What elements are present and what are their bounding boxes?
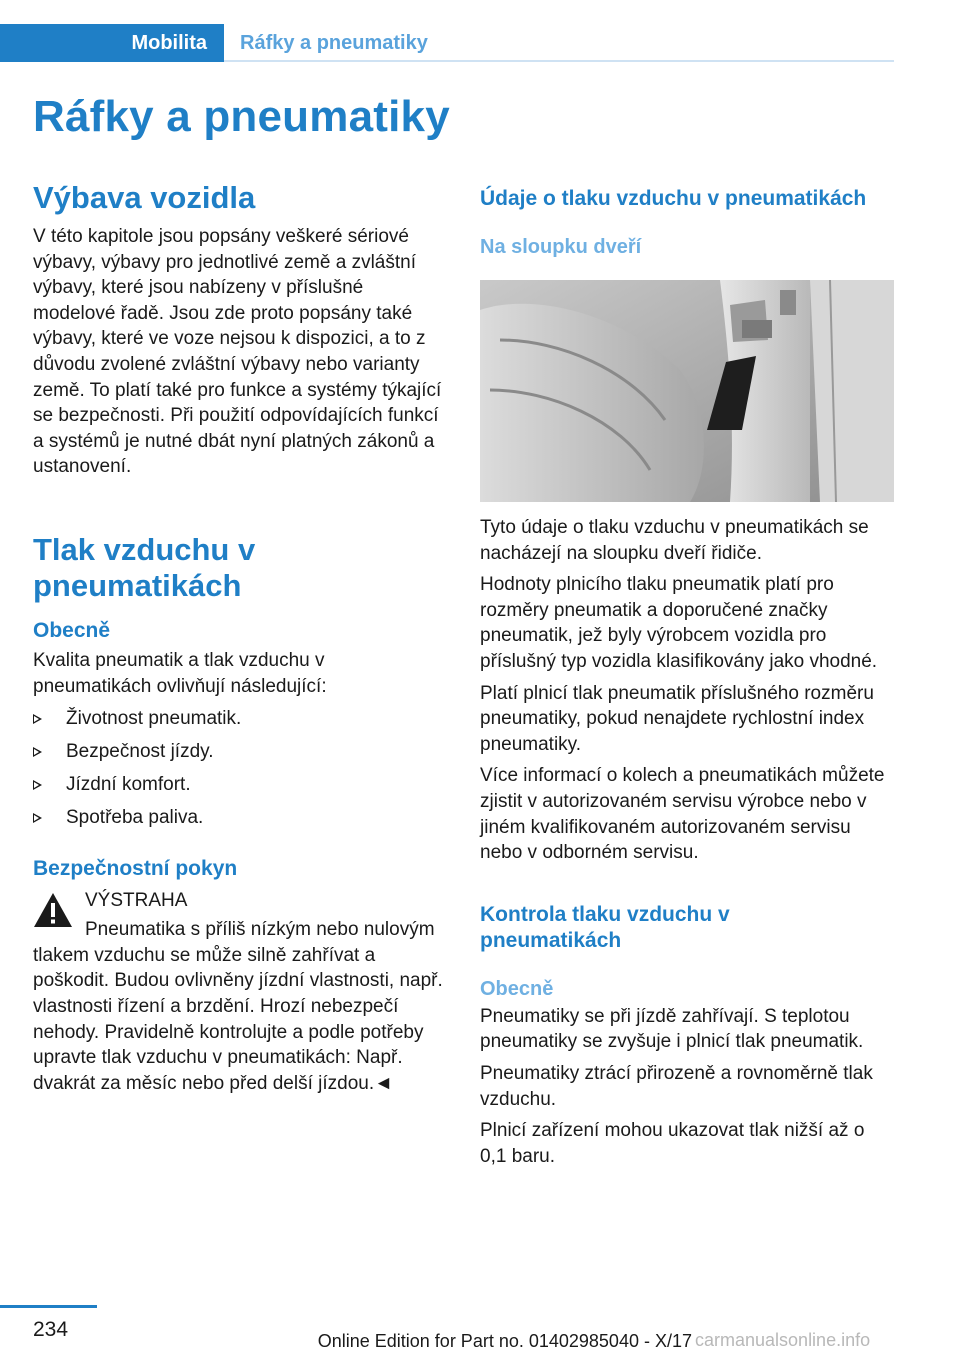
equipment-text: V této kapitole jsou popsány veškeré sériové výbavy, výbavy pro jednotlivé země a zvláštní výbavy, které jsou nabízeny v příslušné modelové řadě. Jsou zde proto popsány také výbavy, které ve voze nejsou k dispozici, a to z důvodu zvolené zvláštní výbavy nebo varianty země. To platí také pro funkce a systémy týkající se bezpečnosti. Při použití odpovídajících funkcí a systémů je nutné dbát nyní platných zákonů a ustanovení. (33, 226, 442, 478)
general-text: Kvalita pneumatik a tlak vzduchu v pneumatikách ovlivňují následující: (33, 649, 327, 697)
gauge-text: Plnicí zařízení mohou ukazovat tlak nižší až o 0,1 baru. (480, 1120, 865, 1167)
more-info-text: Více informací o kolech a pneumatikách můžete zjistit v autorizovaném servisu výrobce nebo v jiném kvalifikovaném autorizovaném servisu nebo v odborném servisu. (480, 765, 885, 864)
speed-index-text: Platí plnicí tlak pneumatik příslušného rozměru pneumatiky, pokud nenajdete rychlostní index pneumatiky. (480, 682, 874, 755)
page-title: Ráfky a pneumatiky (33, 92, 450, 141)
section-tab-rims-tyres[interactable]: Ráfky a pneumatiky (240, 31, 428, 54)
factors-list (33, 706, 447, 838)
pressure-check-heading: Kontrola tlaku vzduchu v pneumatikách (480, 902, 730, 952)
warning-text-first-line: Pneumatika s příliš nízkým nebo nulovým (85, 919, 435, 941)
warning-text: tlakem vzduchu se může silně zahřívat a poškodit. Budou ovlivněny jízdní vlastnosti, např. vlastnosti řízení a brzdění. Hrozí nebezpečí nehody. Pravidelně kontrolujte a podle potřeby upravte tlak vzduchu v pneumatikách: Např. dvakrát za měsíc nebo před delší jízdou.◄ (33, 944, 443, 1094)
triangle-bullet-icon (33, 780, 42, 790)
triangle-bullet-icon (33, 813, 42, 823)
watermark: carmanualsonline.info (695, 1330, 871, 1350)
footer-divider (0, 1305, 97, 1308)
header-divider (224, 60, 894, 62)
equipment-heading: Výbava vozidla (33, 180, 256, 215)
pressure-data-heading: Údaje o tlaku vzduchu v pneumatikách (480, 187, 867, 210)
heat-text: Pneumatiky se při jízdě zahřívají. S teplotou pneumatiky se zvyšuje i plnicí tlak pneumatik. (480, 1005, 864, 1053)
triangle-bullet-icon (33, 714, 42, 724)
right-column (480, 180, 894, 1169)
page-number: 234 (33, 1318, 69, 1341)
edition-note: Online Edition for Part no. 01402985040 - X/17 (317, 1331, 692, 1351)
safety-heading: Bezpečnostní pokyn (33, 857, 238, 881)
door-pillar-photo (480, 280, 894, 502)
list-item: Bezpečnost jízdy. (33, 739, 447, 772)
list-item: Životnost pneumatik. (33, 706, 447, 739)
chapter-tab-mobilita[interactable]: Mobilita (0, 24, 224, 62)
location-text: Tyto údaje o tlaku vzduchu v pneumatikách se nacházejí na sloupku dveří řidiče. (480, 517, 869, 564)
warning-title: VÝSTRAHA (85, 890, 188, 912)
list-item: Jízdní komfort. (33, 772, 447, 805)
warning-block (33, 888, 447, 1096)
warning-triangle-icon (33, 892, 73, 928)
door-pillar-heading: Na sloupku dveří (480, 236, 642, 258)
pressure-values-text: Hodnoty plnicího tlaku pneumatik platí pro rozměry pneumatik a doporučené značky pneumatik, jež byly výrobcem vozidla pro příslušný typ vozidla klasifikovány jako vhodné. (480, 574, 878, 672)
list-item: Spotřeba paliva. (33, 805, 447, 838)
page-header (0, 24, 894, 62)
tyre-pressure-heading: Tlak vzduchu v pneumatikách (33, 531, 256, 603)
pressure-loss-text: Pneumatiky ztrácí přirozeně a rovnoměrně tlak vzduchu. (480, 1062, 873, 1110)
triangle-bullet-icon (33, 747, 42, 757)
check-general-heading: Obecně (480, 977, 554, 1000)
left-column (33, 180, 447, 1096)
general-heading: Obecně (33, 618, 111, 642)
